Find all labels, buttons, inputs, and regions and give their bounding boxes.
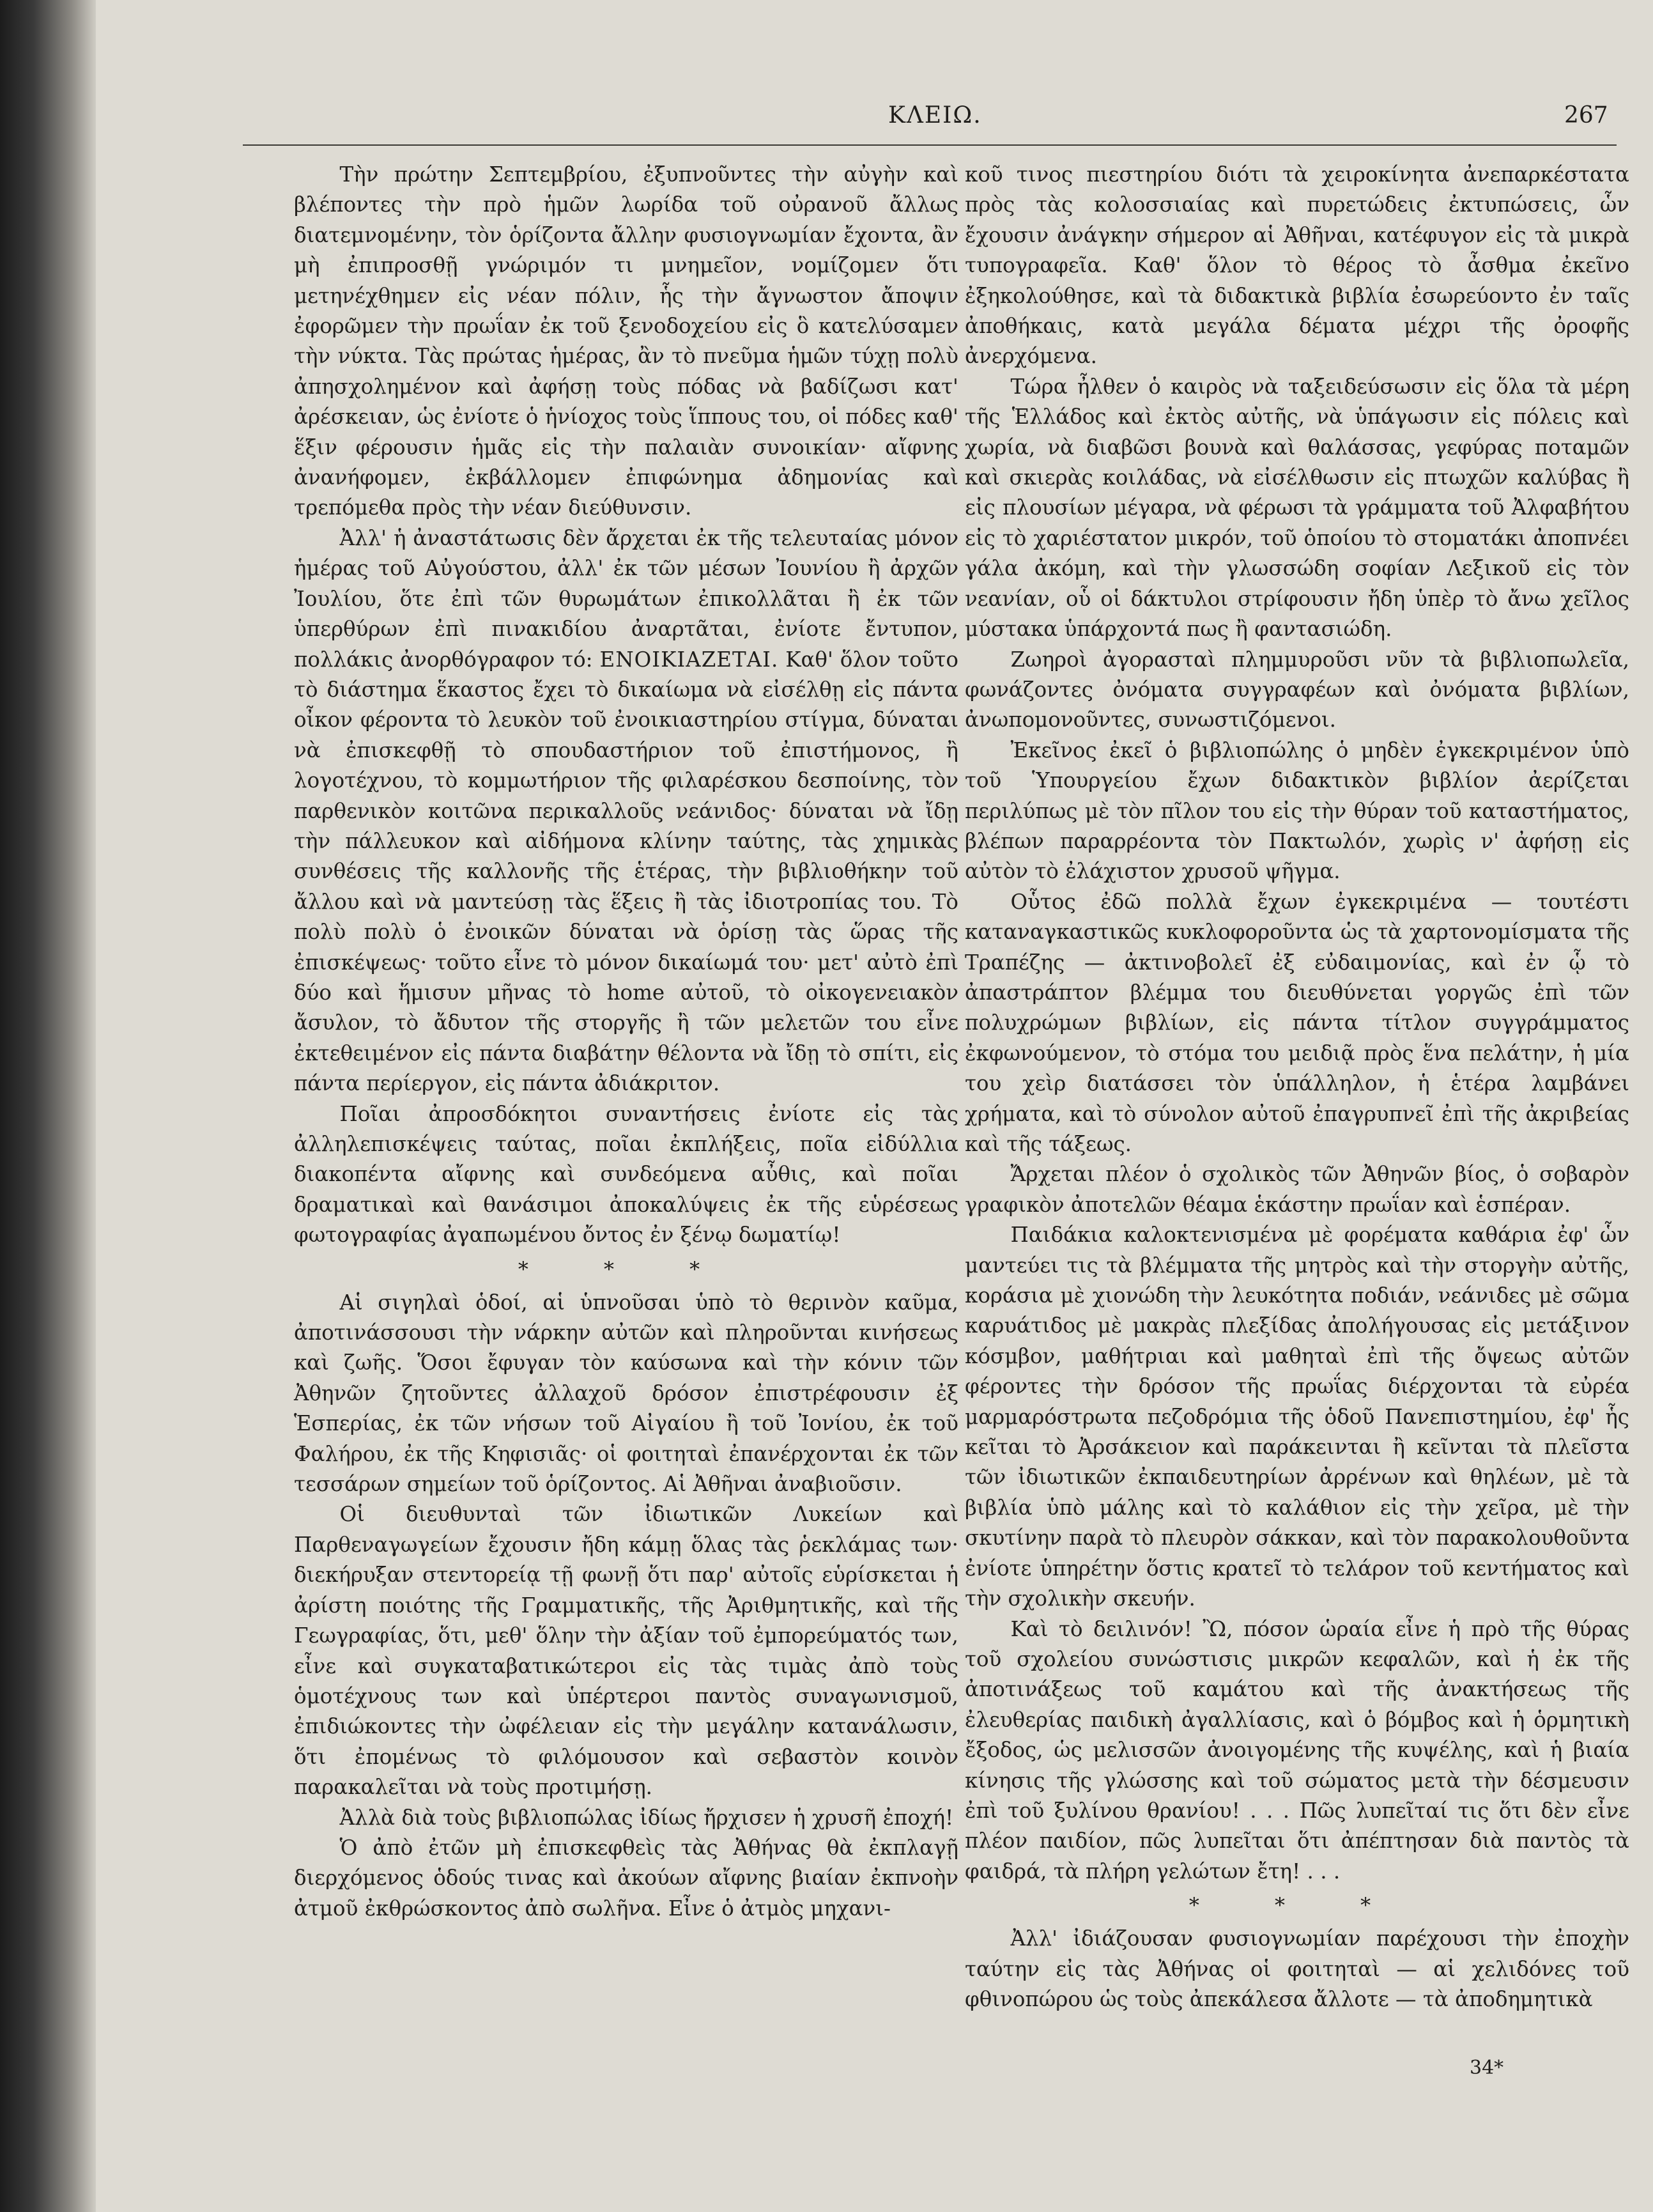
paragraph: Ἄρχεται πλέον ὁ σχολικὸς τῶν Ἀθηνῶν βίος, ὁ σοβαρὸν γραφικὸν ἀποτελῶν θέαμα ἑκάστην πρωΐαν καὶ ἑσπέραν.: [965, 1162, 1629, 1217]
paragraph: Ὁ ἀπὸ ἐτῶν μὴ ἐπισκεφθεὶς τὰς Ἀθήνας θὰ ἐκπλαγῇ διερχόμενος ὁδούς τινας καὶ ἀκούων αἴφνης βιαίαν ἐκπνοὴν ἀτμοῦ ἐκθρώσκοντος ἀπὸ σωλῆνα. Εἶνε ὁ ἀτμὸς μηχανι-: [294, 1835, 958, 1921]
section-divider-stars: * * *: [1188, 1893, 1406, 1918]
book-page: [96, 0, 1653, 2212]
right-column: [965, 160, 1629, 2015]
paragraph: Ποῖαι ἀπροσδόκητοι συναντήσεις ἐνίοτε εἰς τὰς ἀλληλεπισκέψεις ταύτας, ποῖαι ἐκπλήξεις, ποῖα εἰδύλλια διακοπέντα αἴφνης καὶ συνδεόμενα αὖθις, καὶ ποῖαι δραματικαὶ καὶ θανάσιμοι ἀποκαλύψεις ἐκ τῆς εὑρέσεως φωτογραφίας ἀγαπωμένου ὄντος ἐν ξένῳ δωματίῳ!: [294, 1101, 958, 1248]
book-spine-shadow: [0, 0, 96, 2212]
paragraph: Ζωηροὶ ἀγορασταὶ πλημμυροῦσι νῦν τὰ βιβλιοπωλεῖα, φωνάζοντες ὀνόματα συγγραφέων καὶ ὀνόματα βιβλίων, ἀνωπομονοῦντες, συνωστιζόμενοι.: [965, 647, 1629, 732]
left-column: [294, 160, 958, 1924]
paragraph-text: Καθ' ὅλον τοῦτο τὸ διάστημα ἕκαστος ἔχει τὸ δικαίωμα νὰ εἰσέλθῃ εἰς πάντα οἶκον φέροντα τὸ λευκὸν τοῦ ἐνοικιαστηρίου στίγμα, δύναται νὰ ἐπισκεφθῇ τὸ σπουδαστήριον τοῦ ἐπιστήμονος, ἢ λογοτέχνου, τὸ κομμωτήριον τῆς φιλαρέσκου δεσποίνης, τὸν παρθενικὸν κοιτῶνα περικαλλοῦς νεάνιδος· δύναται νὰ ἴδῃ τὴν πάλλευκον καὶ αἰδήμονα κλίνην ταύτης, τὰς χημικὰς συνθέσεις τῆς καλλονῆς τῆς ἑτέρας, τὴν βιβλιοθήκην τοῦ ἄλλου καὶ νὰ μαντεύσῃ τὰς ἕξεις ἢ τὰς ἰδιοτροπίας του. Τὸ πολὺ πολὺ ὁ ἐνοικῶν δύναται νὰ ὁρίσῃ τὰς ὥρας τῆς ἐπισκέψεως· τοῦτο εἶνε τὸ μόνον δικαίωμά του· μετ' αὐτὸ ἐπὶ δύο καὶ ἥμισυν μῆνας τὸ home αὐτοῦ, τὸ οἰκογενειακὸν ἄσυλον, τὸ ἄδυτον τῆς στοργῆς ἢ τῶν μελετῶν του εἶνε ἐκτεθειμένον εἰς πάντα διαβάτην θέλοντα νὰ ἴδῃ τὸ σπίτι, εἰς πάντα περίεργον, εἰς πάντα ἀδιάκριτον.: [294, 647, 958, 1096]
paragraph-continued: κοῦ τινος πιεστηρίου διότι τὰ χειροκίνητα ἀνεπαρκέστατα πρὸς τὰς κολοσσιαίας καὶ πυρετώδεις ἐκτυπώσεις, ὧν ἔχουσιν ἀνάγκην σήμερον αἱ Ἀθῆναι, κατέφυγον εἰς τὰ μικρὰ τυπογραφεῖα. Καθ' ὅλον τὸ θέρος τὸ ἆσθμα ἐκεῖνο ἐξηκολούθησε, καὶ τὰ διδακτικὰ βιβλία ἐσωρεύοντο ἐν ταῖς ἀποθήκαις, κατὰ μεγάλα δέματα μέχρι τῆς ὀροφῆς ἀνερχόμενα.: [965, 162, 1629, 369]
paragraph: Ἀλλὰ διὰ τοὺς βιβλιοπώλας ἰδίως ἤρχισεν ἡ χρυσῆ ἐποχή!: [339, 1805, 954, 1830]
paragraph: Οἱ διευθυνταὶ τῶν ἰδιωτικῶν Λυκείων καὶ Παρθεναγωγείων ἔχουσιν ἤδη κάμῃ ὅλας τὰς ῥεκλάμας των· διεκήρυξαν στεντορείᾳ τῇ φωνῇ ὅτι παρ' αὐτοῖς εὑρίσκεται ἡ ἀρίστη ποιότης τῆς Γραμματικῆς, τῆς Ἀριθμητικῆς, καὶ τῆς Γεωγραφίας, ὅτι, μεθ' ὅλην τὴν ἀξίαν τοῦ ἐμπορεύματός των, εἶνε καὶ συγκαταβατικώτεροι εἰς τὰς τιμὰς ἀπὸ τοὺς ὁμοτέχνους των καὶ ὑπέρτεροι παντὸς συναγωνισμοῦ, ἐπιδιώκοντες τὴν ὠφέλειαν εἰς τὴν μεγάλην κατανάλωσιν, ὅτι ἐπομένως τὸ φιλόμουσον καὶ σεβαστὸν κοινὸν παρακαλεῖται νὰ τοὺς προτιμήσῃ.: [294, 1502, 958, 1800]
notice-word: ΕΝΟΙΚΙΑΖΕΤΑΙ.: [599, 647, 779, 672]
paragraph: Ἐκεῖνος ἐκεῖ ὁ βιβλιοπώλης ὁ μηδὲν ἐγκεκριμένον ὑπὸ τοῦ Ὑπουργείου ἔχων διδακτικὸν βιβλίον ἀερίζεται περιλύπως μὲ τὸν πῖλον του εἰς τὴν θύραν τοῦ καταστήματος, βλέπων παραρρέοντα τὸν Πακτωλόν, χωρὶς ν' ἀφήσῃ εἰς αὐτὸν τὸ ἐλάχιστον χρυσοῦ ψῆγμα.: [965, 738, 1629, 884]
paragraph: Οὗτος ἐδῶ πολλὰ ἔχων ἐγκεκριμένα — τουτέστι καταναγκαστικῶς κυκλοφοροῦντα ὡς τὰ χαρτονομίσματα τῆς Τραπέζης — ἀκτινοβολεῖ ἐξ εὐδαιμονίας, καὶ ἐν ᾧ τὸ ἀπαστράπτον βλέμμα του διευθύνεται γοργῶς ἐπὶ τῶν πολυχρώμων βιβλίων, εἰς πάντα τίτλον συγγράμματος ἐκφωνούμενον, τὸ στόμα του μειδιᾷ πρὸς ἕνα πελάτην, ἡ μία του χεὶρ διατάσσει τὸν ὑπάλληλον, ἡ ἑτέρα λαμβάνει χρήματα, καὶ τὸ σύνολον αὐτοῦ ἐπαγρυπνεῖ ἐπὶ τῆς ἀκριβείας καὶ τῆς τάξεως.: [965, 889, 1629, 1156]
running-title: ΚΛΕΙΩ.: [888, 102, 982, 128]
printer-signature-mark: 34*: [1470, 2057, 1504, 2079]
paragraph: Ἀλλ' ἰδιάζουσαν φυσιογνωμίαν παρέχουσι τὴν ἐποχὴν ταύτην εἰς τὰς Ἀθήνας οἱ φοιτηταὶ — αἱ χελιδόνες τοῦ φθινοπώρου ὡς τοὺς ἀπεκάλεσα ἄλλοτε — τὰ ἀποδημητικὰ: [965, 1926, 1629, 2011]
paragraph: Τὴν πρώτην Σεπτεμβρίου, ἐξυπνοῦντες τὴν αὐγὴν καὶ βλέποντες τὴν πρὸ ἡμῶν λωρίδα τοῦ οὐρανοῦ ἄλλως διατεμνομένην, τὸν ὁρίζοντα ἄλλην φυσιογνωμίαν ἔχοντα, ἂν μὴ ἐπιπροσθῇ γνώριμόν τι μνημεῖον, νομίζομεν ὅτι μετηνέχθημεν εἰς νέαν πόλιν, ἧς τὴν ἄγνωστον ἄποψιν ἐφορῶμεν τὴν πρωΐαν ἐκ τοῦ ξενοδοχείου εἰς ὃ κατελύσαμεν τὴν νύκτα. Τὰς πρώτας ἡμέρας, ἂν τὸ πνεῦμα ἡμῶν τύχῃ πολὺ ἀπησχολημένον καὶ ἀφήσῃ τοὺς πόδας νὰ βαδίζωσι κατ' ἀρέσκειαν, ὡς ἐνίοτε ὁ ἡνίοχος τοὺς ἵππους του, οἱ πόδες καθ' ἕξιν φέρουσιν ἡμᾶς εἰς τὴν παλαιὰν συνοικίαν· αἴφνης ἀνανήφομεν, ἐκβάλλομεν ἐπιφώνημα ἀδημονίας καὶ τρεπόμεθα πρὸς τὴν νέαν διεύθυνσιν.: [294, 162, 958, 520]
section-divider-stars: * * *: [518, 1257, 735, 1281]
paragraph: Τώρα ἦλθεν ὁ καιρὸς νὰ ταξειδεύσωσιν εἰς ὅλα τὰ μέρη τῆς Ἑλλάδος καὶ ἐκτὸς αὐτῆς, νὰ ὑπάγωσιν εἰς πόλεις καὶ χωρία, νὰ διαβῶσι βουνὰ καὶ θαλάσσας, γεφύρας ποταμῶν καὶ σκιερὰς κοιλάδας, νὰ εἰσέλθωσιν εἰς πτωχῶν καλύβας ἢ εἰς πλουσίων μέγαρα, νὰ φέρωσι τὰ γράμματα τοῦ Ἀλφαβήτου εἰς τὸ χαριέστατον μικρόν, τοῦ ὁποίου τὸ στοματάκι ἀποπνέει γάλα ἀκόμη, καὶ τὴν γλωσσώδη σοφίαν Λεξικοῦ εἰς τὸν νεανίαν, οὗ οἱ δάκτυλοι στρίφουσιν ἤδη ὑπὲρ τὸ ἄνω χεῖλος μύστακα ὑπάρχοντά πως ἢ φαντασιώδη.: [965, 374, 1629, 642]
paragraph-text: Ἀλλ' ἡ ἀναστάτωσις δὲν ἄρχεται ἐκ τῆς τελευταίας μόνον ἡμέρας τοῦ Αὐγούστου, ἀλλ' ἐκ τῶν μέσων Ἰουνίου ἢ ἀρχῶν Ἰουλίου, ὅτε ἐπὶ τῶν θυρωμάτων ἐπικολλᾶται ἢ ἐκ τῶν ὑπερθύρων ἐπὶ πινακιδίου ἀναρτᾶται, ἐνίοτε ἔντυπον, πολλάκις ἀνορθόγραφον τό:: [294, 525, 958, 672]
page-number: 267: [1564, 102, 1608, 128]
header-rule: [243, 144, 1617, 146]
paragraph: Αἱ σιγηλαὶ ὁδοί, αἱ ὑπνοῦσαι ὑπὸ τὸ θερινὸν καῦμα, ἀποτινάσσουσι τὴν νάρκην αὐτῶν καὶ πληροῦνται κινήσεως καὶ ζωῆς. Ὅσοι ἔφυγαν τὸν καύσωνα καὶ τὴν κόνιν τῶν Ἀθηνῶν ζητοῦντες ἀλλαχοῦ δρόσον ἐπιστρέφουσιν ἐξ Ἑσπερίας, ἐκ τῶν νήσων τοῦ Αἰγαίου ἢ τοῦ Ἰονίου, ἐκ τοῦ Φαλήρου, ἐκ τῆς Κηφισιᾶς· οἱ φοιτηταὶ ἐπανέρχονται ἐκ τῶν τεσσάρων σημείων τοῦ ὁρίζοντος. Αἱ Ἀθῆναι ἀναβιοῦσιν.: [294, 1290, 958, 1497]
paragraph: [294, 523, 958, 1099]
paragraph: Παιδάκια καλοκτενισμένα μὲ φορέματα καθάρια ἐφ' ὧν μαντεύει τις τὰ βλέμματα τῆς μητρὸς καὶ τὴν στοργὴν αὐτῆς, κοράσια μὲ χιονώδη τὴν λευκότητα ποδιάν, νεάνιδες μὲ σῶμα καρυάτιδος μὲ μακρὰς πλεξίδας ἀπολήγουσας εἰς μετάξινον κόσμβον, μαθήτριαι καὶ μαθηταὶ ἐπὶ τῆς ὄψεως αὐτῶν φέροντες τὴν δρόσον τῆς πρωΐας διέρχονται τὰ εὐρέα μαρμαρόστρωτα πεζοδρόμια τῆς ὁδοῦ Πανεπιστημίου, ἐφ' ἧς κεῖται τὸ Ἀρσάκειον καὶ παράκεινται ἢ κεῖνται τὰ πλεῖστα τῶν ἰδιωτικῶν ἐκπαιδευτηρίων ἀρρένων καὶ θηλέων, μὲ τὰ βιβλία ὑπὸ μάλης καὶ τὸ καλάθιον εἰς τὴν χεῖρα, μὲ τὴν σκυτίνην παρὰ τὸ πλευρὸν σάκκαν, καὶ τὸν παρακολουθοῦντα ἐνίοτε ὑπηρέτην ὅστις κρατεῖ τὸ τελάρον τοῦ κεντήματος καὶ τὴν σχολικὴν σκευήν.: [965, 1223, 1629, 1611]
paragraph: Καὶ τὸ δειλινόν! Ὢ, πόσον ὡραία εἶνε ἡ πρὸ τῆς θύρας τοῦ σχολείου συνώστισις μικρῶν κεφαλῶν, καὶ ἡ ἐκ τῆς ἀποτινάξεως τοῦ καμάτου καὶ τῆς ἀνακτήσεως τῆς ἐλευθερίας παιδικὴ ἀγαλλίασις, καὶ ὁ βόμβος καὶ ἡ ὁρμητικὴ ἔξοδος, ὡς μελισσῶν ἀνοιγομένης τῆς κυψέλης, καὶ ἡ βιαία κίνησις τῆς γλώσσης καὶ τοῦ σώματος μετὰ τὴν δέσμευσιν ἐπὶ τοῦ ξυλίνου θρανίου! . . . Πῶς λυπεῖταί τις ὅτι δὲν εἶνε πλέον παιδίον, πῶς λυπεῖται ὅτι ἀπέπτησαν διὰ παντὸς τὰ φαιδρά, τὰ πλήρη γελώτων ἔτη! . . .: [965, 1616, 1629, 1883]
